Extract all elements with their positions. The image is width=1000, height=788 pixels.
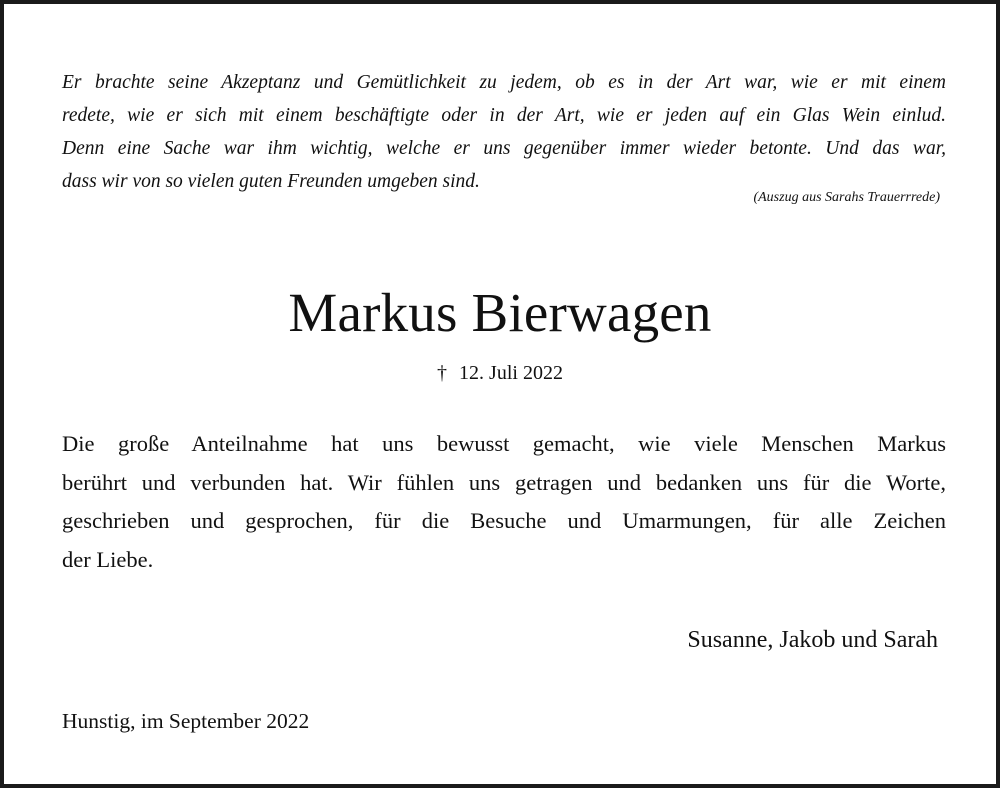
message-line: der Liebe. xyxy=(62,546,154,572)
place-and-date: Hunstig, im September 2022 xyxy=(62,709,310,733)
cross-icon: † xyxy=(437,362,448,384)
memorial-quote xyxy=(62,66,946,198)
quote-line: dass wir von so vielen guten Freunden umgeben sind. xyxy=(62,171,480,192)
deceased-name: Markus Bierwagen xyxy=(288,282,712,343)
message-line: berührt und verbunden hat. Wir fühlen uns getragen und bedanken uns für die Worte, xyxy=(62,469,946,495)
death-date-line xyxy=(4,359,996,387)
message-line: Die große Anteilnahme hat uns bewusst gemacht, wie viele Menschen Markus xyxy=(62,431,946,456)
quote-line: redete, wie er sich mit einem beschäftigte oder in der Art, wie er jeden auf ein Glas Wein einlud. xyxy=(62,105,946,126)
message-line: geschrieben und gesprochen, für die Besuche und Umarmungen, für alle Zeichen xyxy=(62,508,946,533)
family-signature: Susanne, Jakob und Sarah xyxy=(687,627,938,653)
quote-source: (Auszug aus Sarahs Trauerrrede) xyxy=(753,190,940,205)
thank-you-message xyxy=(62,425,946,579)
quote-line: Denn eine Sache war ihm wichtig, welche er uns gegenüber immer wieder betonte. Und das war, xyxy=(62,138,946,159)
quote-line: Er brachte seine Akzeptanz und Gemütlichkeit zu jedem, ob es in der Art war, wie er mit einem xyxy=(62,72,946,93)
death-date: 12. Juli 2022 xyxy=(459,362,563,384)
